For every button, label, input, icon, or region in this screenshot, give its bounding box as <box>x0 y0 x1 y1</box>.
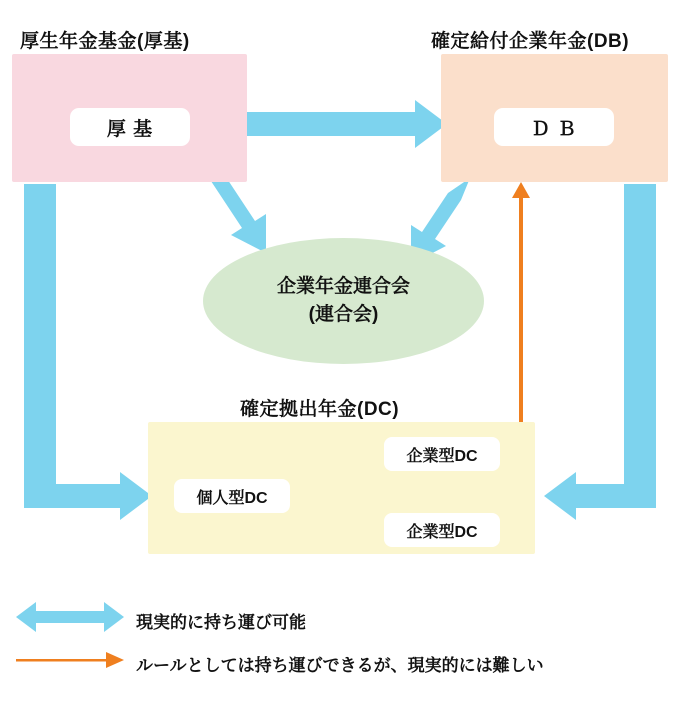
rengokai-line-2: (連合会) <box>308 304 379 325</box>
kouki-pill: 厚 基 <box>70 108 190 146</box>
db-pill: Ｄ Ｂ <box>494 108 614 146</box>
legend-label-1: ルールとしては持ち運びできるが、現実的には難しい <box>136 656 544 675</box>
legend-blue-arrow-icon <box>16 602 124 632</box>
arrow-kouki-to-db <box>247 100 447 148</box>
arrow-dc-to-db-orange <box>512 182 530 430</box>
arrow-dc-right-blue <box>544 184 656 520</box>
kigyo-dc-pill-2: 企業型DC <box>384 513 500 547</box>
db-group-title: 確定給付企業年金(DB) <box>431 31 630 52</box>
kigyo-dc-pill-1: 企業型DC <box>384 437 500 471</box>
kouki-group-title: 厚生年金基金(厚基) <box>20 31 190 52</box>
rengokai-ellipse <box>203 238 484 364</box>
dc-group-title: 確定拠出年金(DC) <box>240 399 400 420</box>
kojin-dc-pill: 個人型DC <box>174 479 290 513</box>
legend-orange-arrow-icon <box>16 652 124 668</box>
rengokai-line-1: 企業年金連合会 <box>276 276 410 298</box>
legend-label-0: 現実的に持ち運び可能 <box>136 613 306 632</box>
arrow-kouki-to-dc <box>24 184 152 520</box>
